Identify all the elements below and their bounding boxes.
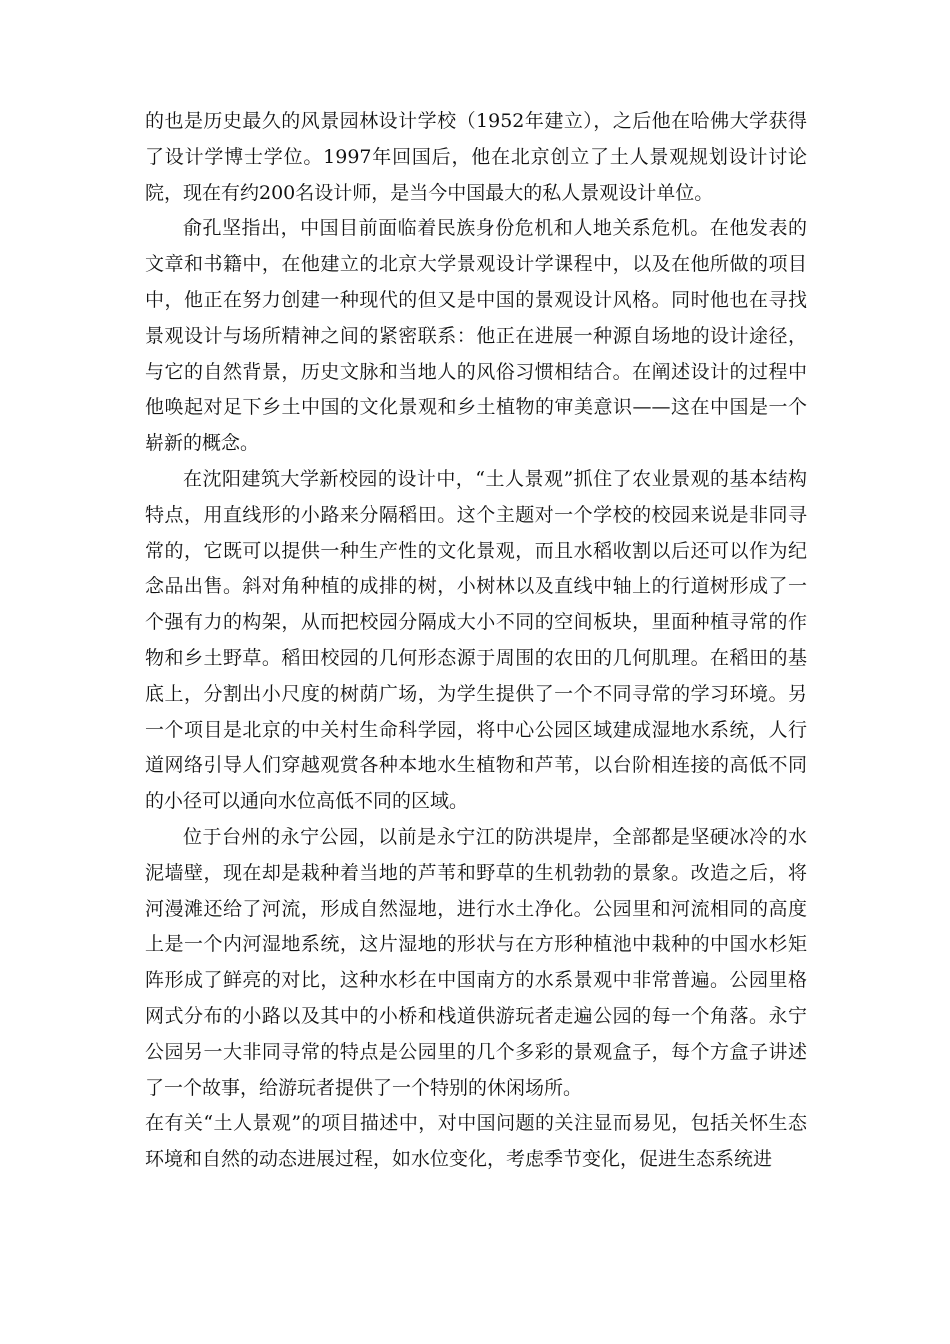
paragraph-4: 位于台州的永宁公园，以前是永宁江的防洪堤岸，全部都是坚硬冰冷的水泥墙壁，现在却是栽种着当地的芦苇和野草的生机勃勃的景象。改造之后，将河漫滩还给了河流，形成自然湿地，进行水土净化。公园里和河流相同的高度上是一个内河湿地系统，这片湿地的形状与在方形种植池中栽种的中国水杉矩阵形成了鲜亮的对比，这种水杉在中国南方的水系景观中非常普遍。公园里格网式分布的小路以及其中的小桥和栈道供游玩者走遍公园的每一个角落。永宁公园另一大非同寻常的特点是公园里的几个多彩的景观盒子，每个方盒子讲述了一个故事，给游玩者提供了一个特别的休闲场所。 [145, 825, 807, 1099]
paragraph-3: 在沈阳建筑大学新校园的设计中，“土人景观”抓住了农业景观的基本结构特点，用直线形的小路来分隔稻田。这个主题对一个学校的校园来说是非同寻常的，它既可以提供一种生产性的文化景观，而且水稻收割以后还可以作为纪念品出售。斜对角种植的成排的树，小树林以及直线中轴上的行道树形成了一个强有力的构架，从而把校园分隔成大小不同的空间板块，里面种植寻常的作物和乡土野草。稻田校园的几何形态源于周围的农田的几何肌理。在稻田的基底上，分割出小尺度的树荫广场，为学生提供了一个不同寻常的学习环境。另一个项目是北京的中关村生命科学园，将中心公园区域建成湿地水系统，人行道网络引导人们穿越观赏各种本地水生植物和芦苇，以台阶相连接的高低不同的小径可以通向水位高低不同的区域。 [145, 467, 807, 813]
paragraph-5: 在有关“土人景观”的项目描述中，对中国问题的关注显而易见，包括关怀生态环境和自然的动态进展过程，如水位变化，考虑季节变化，促进生态系统进 [145, 1112, 807, 1171]
paragraph-1: 的也是历史最久的风景园林设计学校（1952年建立），之后他在哈佛大学获得了设计学博士学位。1997年回国后，他在北京创立了土人景观规划设计讨论院，现在有约200名设计师，是当今中国最大的私人景观设计单位。 [145, 110, 807, 204]
document-body [145, 104, 807, 1178]
paragraph-2: 俞孔坚指出，中国目前面临着民族身份危机和人地关系危机。在他发表的文章和书籍中，在他建立的北京大学景观设计学课程中，以及在他所做的项目中，他正在努力创建一种现代的但又是中国的景观设计风格。同时他也在寻找景观设计与场所精神之间的紧密联系：他正在进展一种源自场地的设计途径，与它的自然背景，历史文脉和当地人的风俗习惯相结合。在阐述设计的过程中他唤起对足下乡土中国的文化景观和乡土植物的审美意识——这在中国是一个崭新的概念。 [145, 217, 807, 455]
